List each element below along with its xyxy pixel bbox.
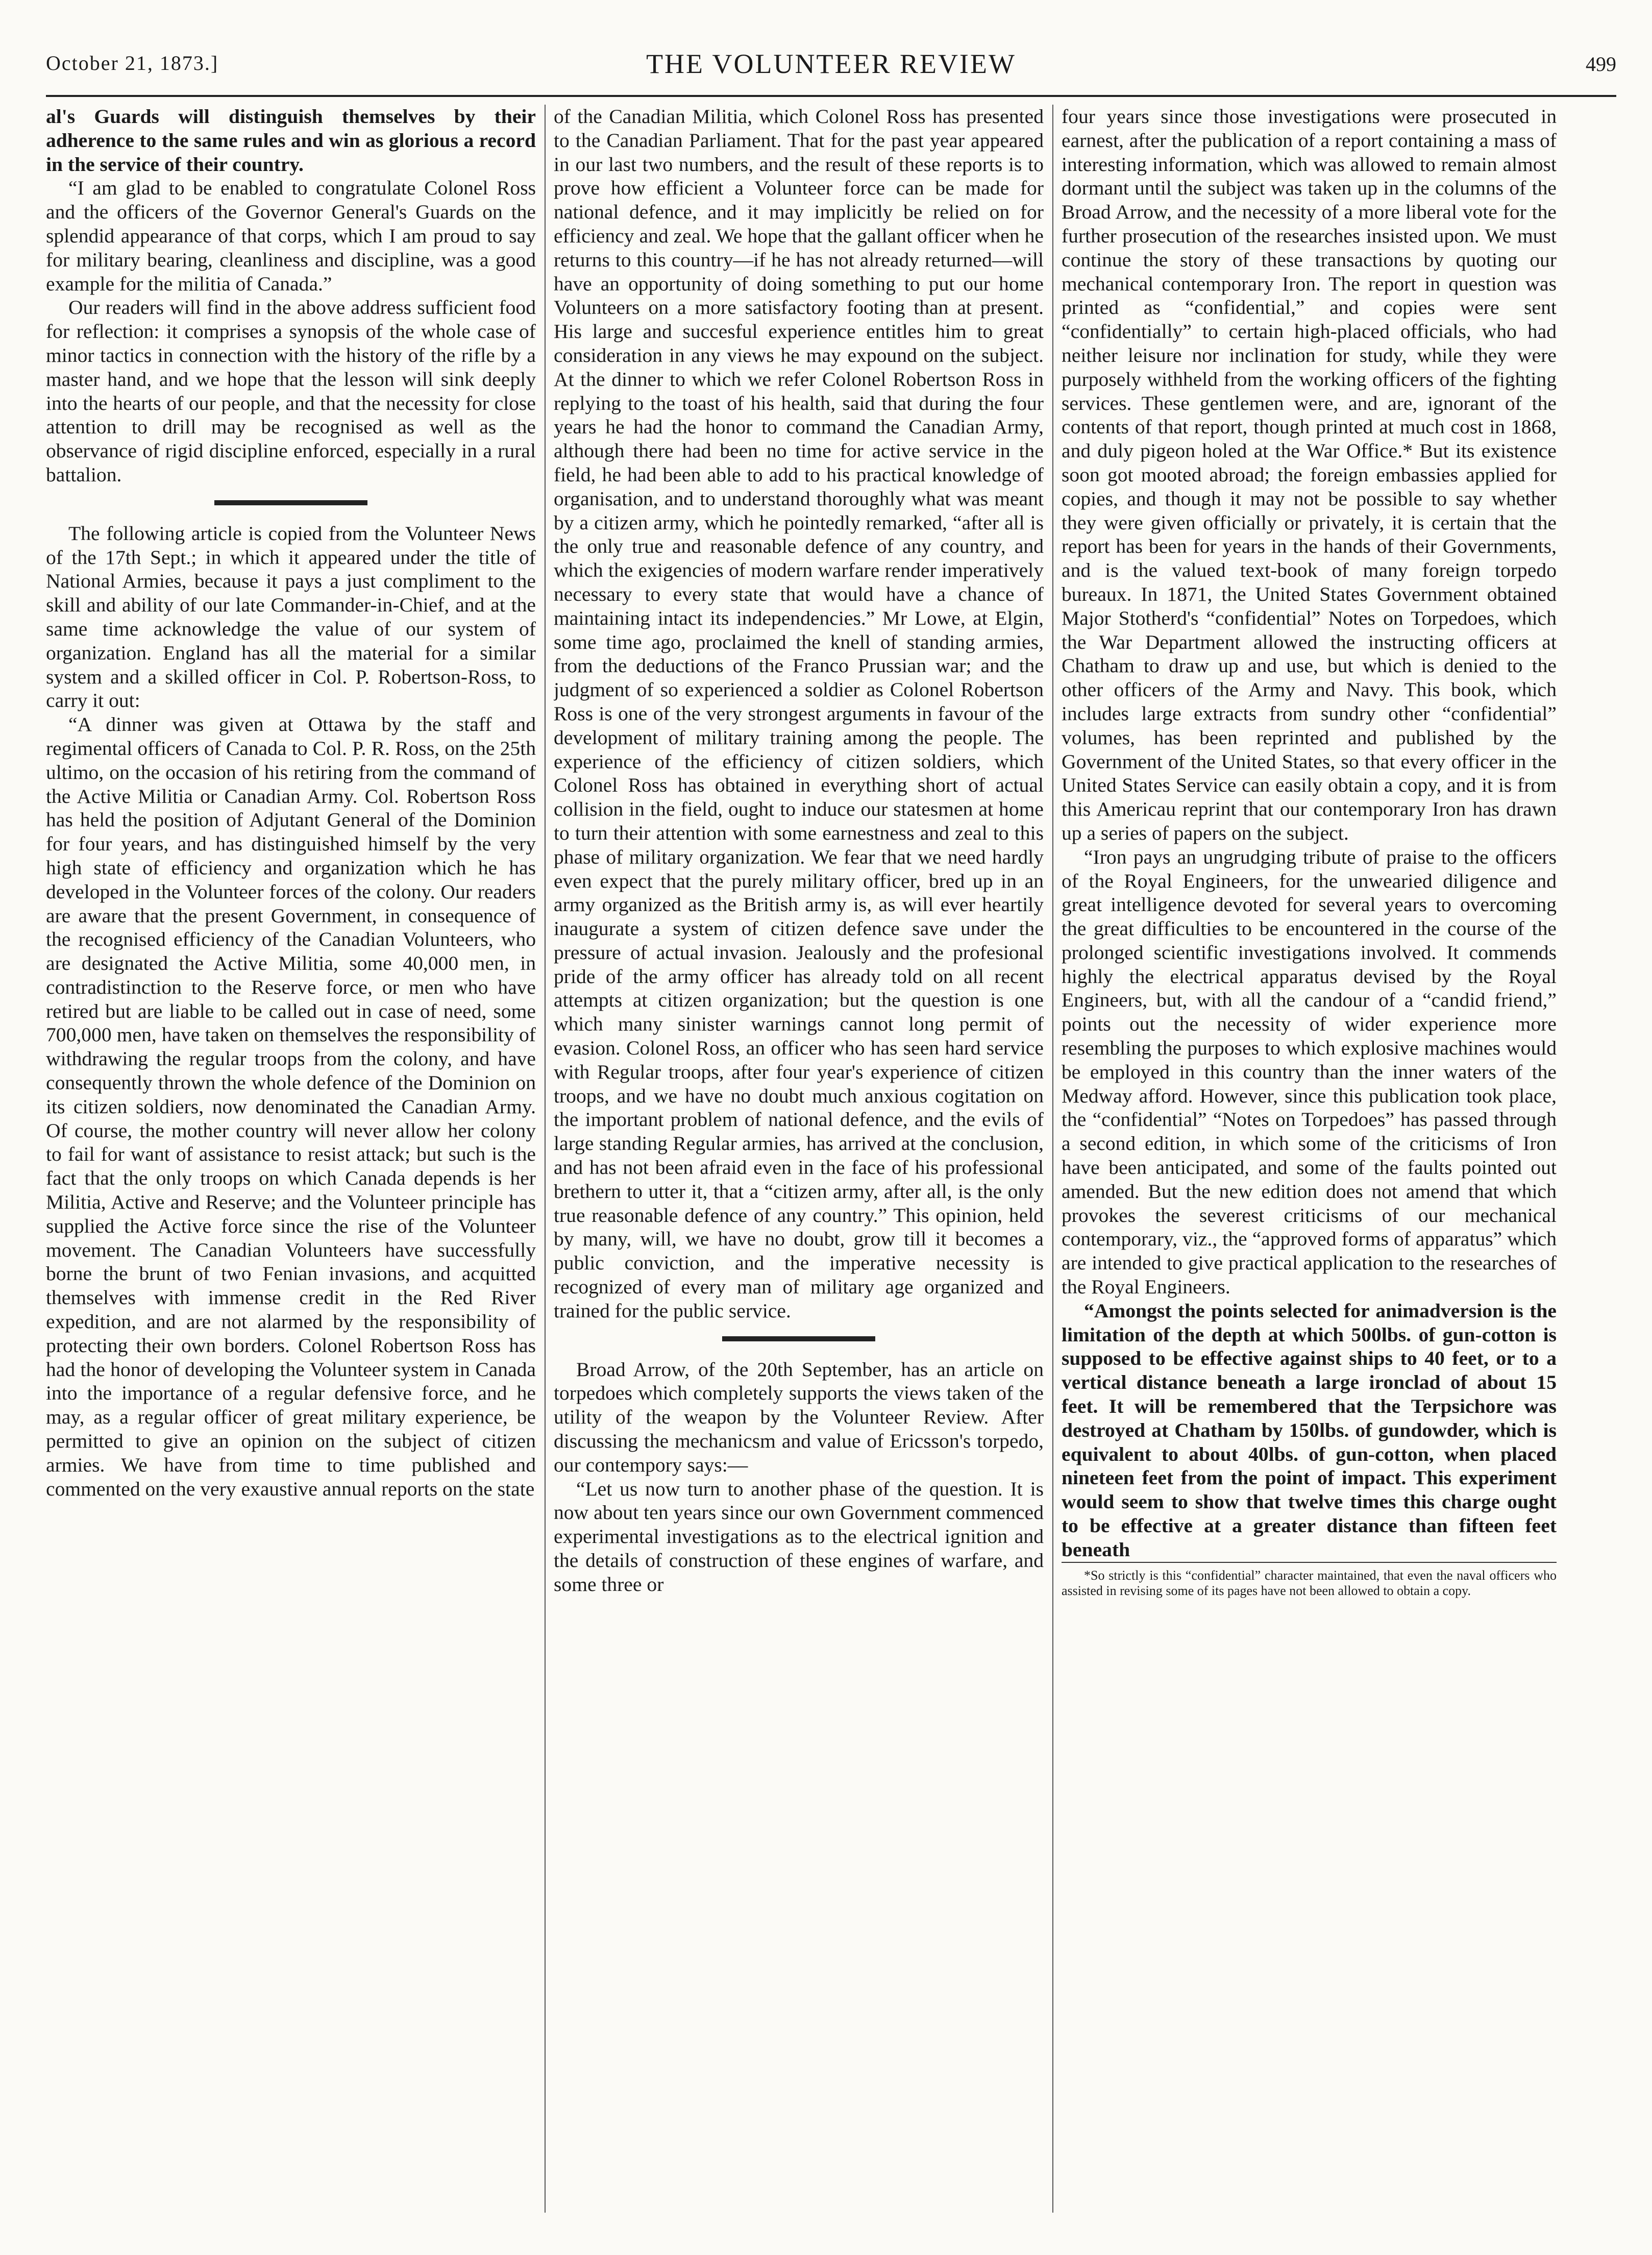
- issue-date: October 21, 1873.]: [46, 52, 219, 75]
- article-paragraph: The following article is copied from the Volunteer News of the 17th Sept.; in which it appeared under the title of National Armies, because it pays a just compliment to the skill and ability of our late Commander-in-Chief, and at the same time acknowledge the value of our system of organization. England has all the material for a similar system and a skilled officer in Col. P. Robertson-Ross, to carry it out:: [46, 522, 536, 712]
- column-1: [46, 105, 536, 2213]
- article-paragraph: al's Guards will distinguish themselves by their adherence to the same rules and win as glorious a record in the service of their country.: [46, 105, 536, 176]
- article-paragraph: “A dinner was given at Ottawa by the staff and regimental officers of Canada to Col. P. R. Ross, on the 25th ultimo, on the occasion of his retiring from the command of the Active Militia or Canadian Army. Col. Robertson Ross has held the position of Adjutant General of the Dominion for four years, and has distinguished himself by the very high state of efficiency and organization which he has developed in the Volunteer forces of the colony. Our readers are aware that the present Government, in consequence of the recognised efficiency of the Canadian Volunteers, who are designated the Active Militia, some 40,000 men, in contradistinction to the Reserve force, or men who have retired but are liable to be called out in case of need, some 700,000 men, have taken on themselves the responsibility of withdrawing the regular troops from the colony, and have consequently thrown the whole defence of the Dominion on its citizen soldiers, now denominated the Canadian Army. Of course, the mother country will never allow her colony to fail for want of assistance to resist attack; but such is the fact that the only troops on which Canada depends is her Militia, Active and Reserve; and the Volunteer principle has supplied the Active force since the rise of the Volunteer movement. The Canadian Volunteers have successfully borne the brunt of two Fenian invasions, and acquitted themselves with immense credit in the Red River expedition, and are not alarmed by the responsibility of protecting their own borders. Colonel Robertson Ross has had the honor of developing the Volunteer system in Canada into the importance of a regular defensive force, and he may, as a regular officer of great military experience, be permitted to give an opinion on the subject of citizen armies. We have from time to time published and commented on the very exaustive annual reports on the state: [46, 713, 536, 1500]
- header-rule: [46, 95, 1616, 97]
- article-paragraph: Our readers will find in the above address sufficient food for reflection: it comprises a synopsis of the whole case of minor tactics in connection with the history of the rifle by a master hand, and we hope that the lesson will sink deeply into the hearts of our people, and that the necessity for close attention to drill may be recognised as well as the observance of rigid discipline enforced, especially in a rural battalion.: [46, 296, 536, 486]
- article-paragraph: of the Canadian Militia, which Colonel Ross has presented to the Canadian Parliament. That for the past year appeared in our last two numbers, and the result of these reports is to prove how efficient a Volunteer force can be made for national defence, and it may implicitly be relied on for efficiency and zeal. We hope that the gallant officer when he returns to this country—if he has not already returned—will have an opportunity of doing something to put our home Volunteers on a more satisfactory footing than at present. His large and succesful experience entitles him to great consideration in any views he may expound on the subject. At the dinner to which we refer Colonel Robertson Ross in replying to the toast of his health, said that during the four years he had the honor to command the Canadian Army, although there had been no time for active service in the field, he had been able to add to his practical knowledge of organisation, and to understand thoroughly what was meant by a citizen army, which he pointedly remarked, “after all is the only true and reasonable defence of any country, and which the exigencies of modern warfare render imperatively necessary to every state that would have a chance of maintaining intact its independencies.” Mr Lowe, at Elgin, some time ago, proclaimed the knell of standing armies, from the deductions of the Franco Prussian war; and the judgment of so experienced a soldier as Colonel Robertson Ross is one of the very strongest arguments in favour of the development of military training among the people. The experience of the efficiency of citizen soldiers, which Colonel Ross has obtained in everything short of actual collision in the field, ought to induce our statesmen at home to turn their attention with some earnestness and zeal to this phase of military organization. We fear that we need hardly even expect that the purely military officer, bred up in an army organized as the British army is, as will ever heartily inaugurate a system of citizen defence save under the pressure of actual invasion. Jealously and the profesional pride of the army officer has already told on all recent attempts at citizen organization; but the question is one which many sinister warnings cannot long permit of evasion. Colonel Ross, an officer who has seen hard service with Regular troops, after four year's experience of citizen troops, and we have no doubt much anxious cogitation on the important problem of national defence, and the evils of large standing Regular armies, has arrived at the conclusion, and has not been afraid even in the face of his professional brethern to utter it, that a “citizen army, after all, is the only true reasonable defence of any country.” This opinion, held by many, will, we have no doubt, grow till it becomes a public conviction, and the imperative necessity is recognized of every man of military age organized and trained for the public service.: [554, 105, 1044, 1322]
- article-paragraph: “Amongst the points selected for animadversion is the limitation of the depth at which 500lbs. of gun-cotton is supposed to be effective against ships to 40 feet, or to a vertical distance beneath a large ironclad of about 15 feet. It will be remembered that the Terpsichore was destroyed at Chatham by 150lbs. of gundowder, which is equivalent to about 40lbs. of gun-cotton, when placed nineteen feet from the point of impact. This experiment would seem to show that twelve times this charge ought to be effective at a greater distance than fifteen feet beneath: [1062, 1299, 1557, 1561]
- article-paragraph: “Let us now turn to another phase of the question. It is now about ten years since our own Government commenced experimental investigations as to the electrical ignition and the details of construction of these engines of warfare, and some three or: [554, 1477, 1044, 1596]
- publication-title: THE VOLUNTEER REVIEW: [646, 48, 1016, 79]
- article-paragraph: Broad Arrow, of the 20th September, has an article on torpedoes which completely supports the views taken of the utility of the weapon by the Volunteer Review. After discussing the mechanicsm and value of Ericsson's torpedo, our contempory says:—: [554, 1358, 1044, 1476]
- column-divider: [1052, 105, 1053, 2213]
- column-3: [1062, 105, 1557, 2213]
- column-divider: [545, 105, 546, 2213]
- footnote: *So strictly is this “confidential” character maintained, that even the naval officers who assisted in revising some of its pages have not been allowed to obtain a copy.: [1062, 1562, 1557, 1599]
- article-paragraph: “Iron pays an ungrudging tribute of praise to the officers of the Royal Engineers, for the unwearied diligence and great intelligence devoted for several years to overcoming the great difficulties to be encountered in the course of the prolonged scientific investigations involved. It commends highly the electrical apparatus devised by the Royal Engineers, but, with all the candour of a “candid friend,” points out the necessity of wider experience more resembling the purposes to which explosive machines would be employed in this country than the inner waters of the Medway afford. However, since this publication took place, the “confidential” “Notes on Torpedoes” has passed through a second edition, in which some of the criticisms of Iron have been anticipated, and some of the faults pointed out amended. But the new edition does not amend that which provokes the severest criticisms of our mechanical contemporary, viz., the “approved forms of apparatus” which are intended to give practical application to the researches of the Royal Engineers.: [1062, 845, 1557, 1298]
- section-separator: [722, 1336, 875, 1341]
- masthead: [46, 47, 1616, 93]
- section-separator: [214, 500, 367, 505]
- page-number: 499: [1586, 53, 1616, 76]
- column-2: [554, 105, 1044, 2213]
- article-paragraph: “I am glad to be enabled to congratulate Colonel Ross and the officers of the Governor General's Guards on the splendid appearance of that corps, which I am proud to say for military bearing, cleanliness and discipline, was a good example for the militia of Canada.”: [46, 177, 536, 295]
- article-paragraph: four years since those investigations were prosecuted in earnest, after the publication of a report containing a mass of interesting information, which was allowed to remain almost dormant until the subject was taken up in the columns of the Broad Arrow, and the necessity of a more liberal vote for the further prosecution of the researches insisted upon. We must continue the story of these transactions by quoting our mechanical contemporary Iron. The report in question was printed as “confidential,” and copies were sent “confidentially” to certain high-placed officials, who had neither leisure nor inclination for study, while they were purposely withheld from the working officers of the fighting services. These gentlemen were, and are, ignorant of the contents of that report, though printed at much cost in 1868, and duly pigeon holed at the War Office.* But its existence soon got mooted abroad; the foreign embassies applied for copies, and though it may not be possible to say whether they were given officially or privately, it is certain that the report has been for years in the hands of their Governments, and is the valued text-book of many foreign torpedo bureaux. In 1871, the United States Government obtained Major Stotherd's “confidential” Notes on Torpedoes, which the War Department allowed the instructing officers at Chatham to draw up and use, but which is denied to the other officers of the Army and Navy. This book, which includes large extracts from sundry other “confidential” volumes, has been reprinted and published by the Government of the United States, so that every officer in the United States Service can easily obtain a copy, and it is from this Americau reprint that our contemporary Iron has drawn up a series of papers on the subject.: [1062, 105, 1557, 844]
